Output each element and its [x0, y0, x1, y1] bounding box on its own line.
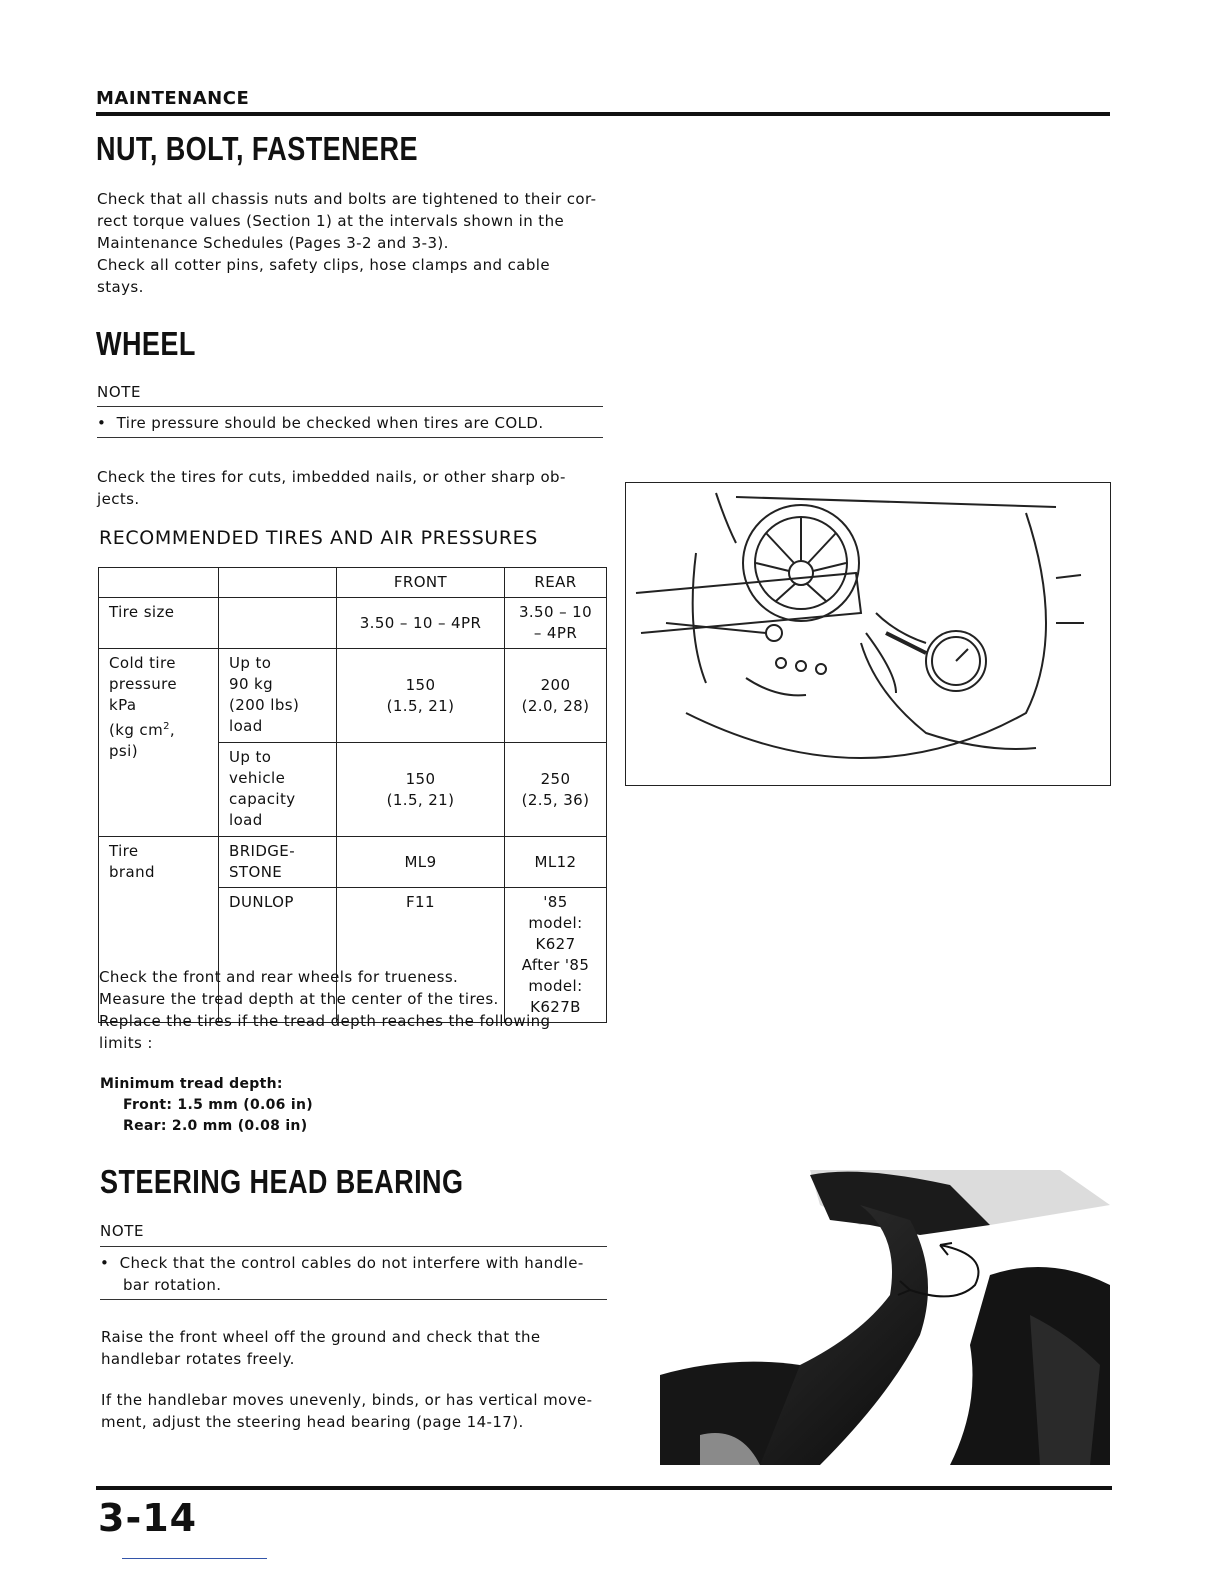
tire-size-front: 3.50 – 10 – 4PR: [337, 598, 505, 649]
header-front: FRONT: [337, 568, 505, 598]
tire-gauge-drawing: [626, 483, 1110, 785]
value-line: K627: [535, 935, 576, 953]
label-line: load: [229, 811, 263, 829]
label-line: Up to: [229, 748, 272, 766]
text-line: If the handlebar moves unevenly, binds, or has vertical move-: [101, 1391, 593, 1409]
text-line: Measure the tread depth at the center of the tires.: [99, 990, 499, 1008]
text-line: Check that all chassis nuts and bolts are tightened to their cor-: [97, 190, 597, 208]
footer-underline: [122, 1558, 267, 1559]
table-row: [99, 649, 607, 743]
page-number: 3-14: [98, 1496, 198, 1540]
value-line: (1.5, 21): [386, 696, 455, 715]
load2-rear: [505, 743, 607, 837]
steering-paragraph-1: [101, 1326, 607, 1370]
steering-paragraph-2: [101, 1389, 607, 1433]
note-rule-bottom: [100, 1299, 607, 1300]
load2-label: [219, 743, 337, 837]
value-line: K627B: [530, 998, 581, 1016]
value-line: '85 model:: [528, 893, 583, 932]
text-line: handlebar rotates freely.: [101, 1350, 295, 1368]
section-label: MAINTENANCE: [96, 88, 250, 109]
label-line: Up to: [229, 654, 272, 672]
table-row: [99, 568, 607, 598]
text-line: Check the front and rear wheels for trueness.: [99, 968, 459, 986]
value-line: 150: [405, 675, 436, 694]
text-line: Raise the front wheel off the ground and check that the: [101, 1328, 541, 1346]
steering-note-label: NOTE: [100, 1222, 145, 1240]
scooter-handlebar-photo: [660, 1165, 1110, 1465]
scooter-photo-drawing: [660, 1165, 1110, 1465]
text-line: Check the tires for cuts, imbedded nails, or other sharp ob-: [97, 468, 566, 486]
text-line: Replace the tires if the tread depth reaches the following: [99, 1012, 551, 1030]
header-rear: REAR: [505, 568, 607, 598]
tire-size-label: Tire size: [99, 598, 219, 649]
header-rule: [96, 112, 1110, 116]
label-line: kPa: [109, 696, 137, 714]
note-rule-top: [97, 406, 603, 407]
label-line: capacity: [229, 790, 296, 808]
note-text: Tire pressure should be checked when tires are COLD.: [116, 414, 544, 432]
dunlop-label: DUNLOP: [219, 888, 337, 1023]
min-tread-label: Minimum tread depth:: [100, 1076, 283, 1092]
value-line: 150: [405, 769, 436, 788]
text-line: stays.: [97, 278, 144, 296]
bridgestone-rear: ML12: [505, 837, 607, 888]
dunlop-front: F11: [337, 888, 505, 1023]
min-tread-rear: Rear: 2.0 mm (0.08 in): [123, 1118, 308, 1134]
bullet-icon: •: [97, 414, 117, 432]
label-line: brand: [109, 863, 155, 881]
label-line: vehicle: [229, 769, 286, 787]
load1-front: [337, 649, 505, 743]
wheel-check-paragraph: [97, 466, 603, 510]
text-line: limits :: [99, 1034, 153, 1052]
label-line: Cold tire: [109, 654, 176, 672]
text-line: jects.: [97, 490, 140, 508]
tread-paragraph: [99, 966, 607, 1054]
load2-front: [337, 743, 505, 837]
bridgestone-front: ML9: [337, 837, 505, 888]
note-line: [100, 1252, 607, 1274]
label-line: load: [229, 717, 263, 735]
value-line: 250: [540, 769, 571, 788]
text-line: Maintenance Schedules (Pages 3-2 and 3-3).: [97, 234, 449, 252]
label-text: (kg cm: [109, 721, 164, 739]
text-line: Check all cotter pins, safety clips, hose clamps and cable: [97, 256, 550, 274]
steering-note-item: [100, 1252, 607, 1296]
value-line: (2.0, 28): [521, 696, 590, 715]
table-cell: [99, 568, 219, 598]
table-cell: [219, 598, 337, 649]
table-cell: [219, 568, 337, 598]
label-line: psi): [109, 742, 138, 760]
wheel-heading: WHEEL: [96, 325, 196, 362]
label-line: pressure: [109, 675, 177, 693]
note-text: Check that the control cables do not interfere with handle-: [119, 1254, 584, 1272]
label-line: (200 lbs): [229, 696, 300, 714]
value-line: (2.5, 36): [521, 790, 590, 809]
tire-gauge-illustration: [625, 482, 1111, 786]
table-row: [99, 598, 607, 649]
text-line: ment, adjust the steering head bearing (page 14-17).: [101, 1413, 524, 1431]
load1-label: [219, 649, 337, 743]
steering-heading: STEERING HEAD BEARING: [100, 1163, 464, 1200]
label-line: BRIDGE-: [229, 842, 296, 860]
label-line: Tire: [109, 842, 139, 860]
tire-size-rear: 3.50 – 10 – 4PR: [505, 598, 607, 649]
bullet-icon: •: [100, 1254, 120, 1272]
load1-rear: [505, 649, 607, 743]
label-line: STONE: [229, 863, 283, 881]
fasteners-paragraph: [97, 188, 603, 298]
label-line: 90 kg: [229, 675, 274, 693]
note-line: bar rotation.: [123, 1276, 222, 1294]
min-tread-block: [100, 1074, 313, 1137]
min-tread-front: Front: 1.5 mm (0.06 in): [123, 1097, 313, 1113]
fasteners-heading: NUT, BOLT, FASTENERE: [96, 130, 418, 167]
value-line: 200: [540, 675, 571, 694]
label-text: ,: [169, 721, 176, 739]
wheel-note-item: [97, 412, 603, 434]
wheel-note-label: NOTE: [97, 383, 142, 401]
text-line: rect torque values (Section 1) at the intervals shown in the: [97, 212, 565, 230]
footer-rule: [96, 1486, 1112, 1490]
label-line: [109, 716, 208, 741]
bridgestone-label: [219, 837, 337, 888]
superscript: 2: [163, 721, 170, 732]
tire-table: [98, 567, 607, 1023]
note-rule-top: [100, 1246, 607, 1247]
value-line: After '85 model:: [521, 956, 590, 995]
note-rule-bottom: [97, 437, 603, 438]
table-row: [99, 837, 607, 888]
table-title: RECOMMENDED TIRES AND AIR PRESSURES: [99, 527, 538, 549]
value-line: (1.5, 21): [386, 790, 455, 809]
cold-pressure-label: [99, 649, 219, 837]
